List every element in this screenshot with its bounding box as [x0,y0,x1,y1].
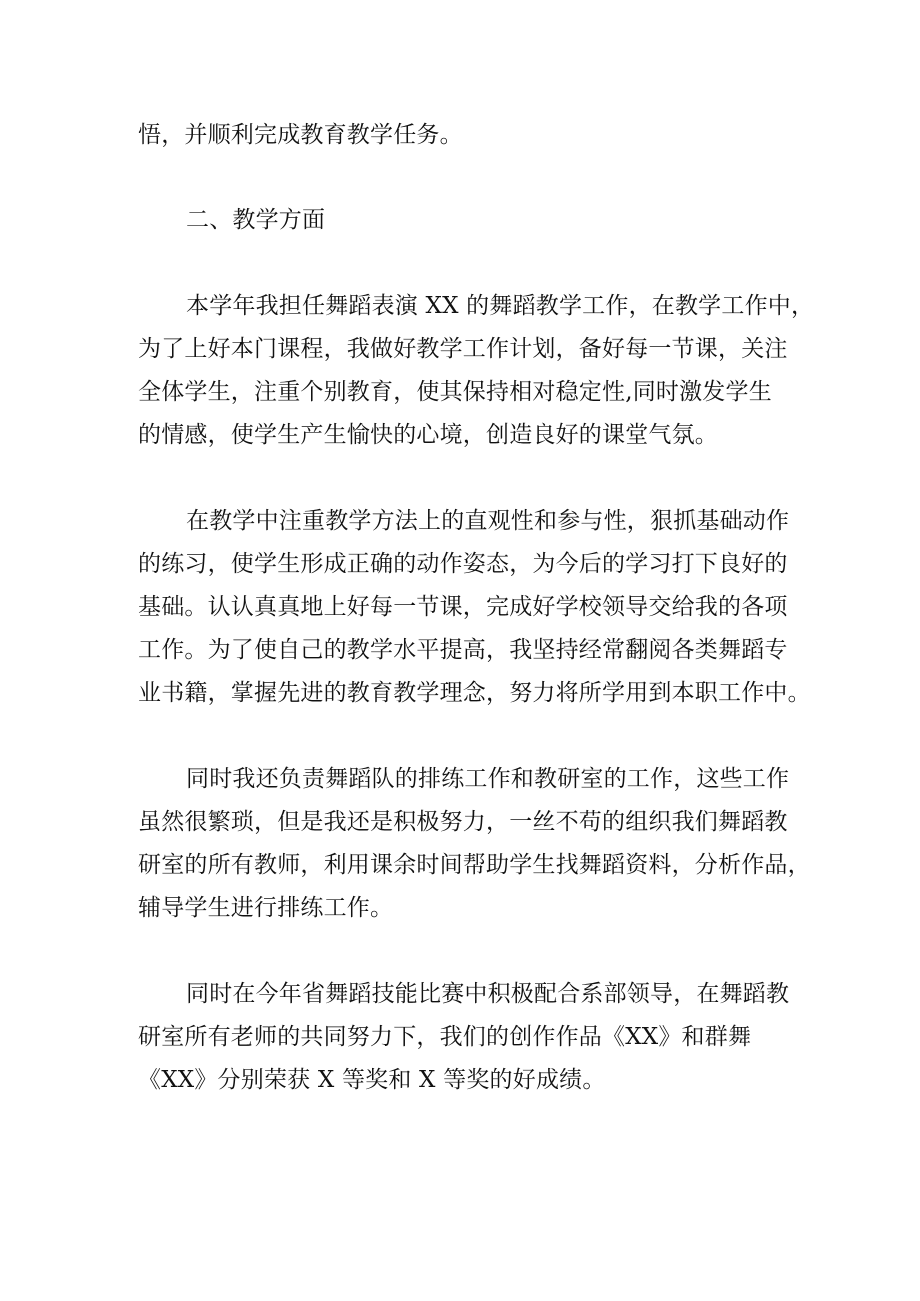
paragraph-line: 基础。认认真真地上好每一节课，完成好学校领导交给我的各项 [138,594,788,620]
paragraph-line: 研室所有老师的共同努力下，我们的创作作品《XX》和群舞 [138,1024,752,1050]
paragraph-line: 虽然很繁琐，但是我还是积极努力，一丝不苟的组织我们舞蹈教 [138,809,788,835]
paragraph-line: 同时在今年省舞蹈技能比赛中积极配合系部领导，在舞蹈教 [186,981,790,1007]
paragraph-line: 业书籍，掌握先进的教育教学理念，努力将所学用到本职工作中。 [138,680,811,706]
paragraph-line: 工作。为了使自己的教学水平提高，我坚持经常翻阅各类舞蹈专 [138,637,788,663]
paragraph-line: 同时我还负责舞蹈队的排练工作和教研室的工作，这些工作 [186,766,790,792]
paragraph-line: 《XX》分别荣获 X 等奖和 X 等奖的好成绩。 [138,1067,606,1093]
paragraph-line: 本学年我担任舞蹈表演 XX 的舞蹈教学工作，在教学工作中， [186,293,815,319]
paragraph-line: 全体学生，注重个别教育，使其保持相对稳定性,同时激发学生 [138,379,772,405]
paragraph-line: 在教学中注重教学方法上的直观性和参与性，狠抓基础动作 [186,508,790,534]
paragraph-line: 的练习，使学生形成正确的动作姿态，为今后的学习打下良好的 [138,551,788,577]
paragraph-line: 的情感，使学生产生愉快的心境，创造良好的课堂气氛。 [138,422,718,448]
paragraph-line: 悟，并顺利完成教育教学任务。 [138,122,463,148]
paragraph-line: 为了上好本门课程，我做好教学工作计划，备好每一节课，关注 [138,336,788,362]
section-heading: 二、教学方面 [186,207,326,233]
paragraph-line: 研室的所有教师，利用课余时间帮助学生找舞蹈资料，分析作品， [138,852,811,878]
paragraph-line: 辅导学生进行排练工作。 [138,895,394,921]
